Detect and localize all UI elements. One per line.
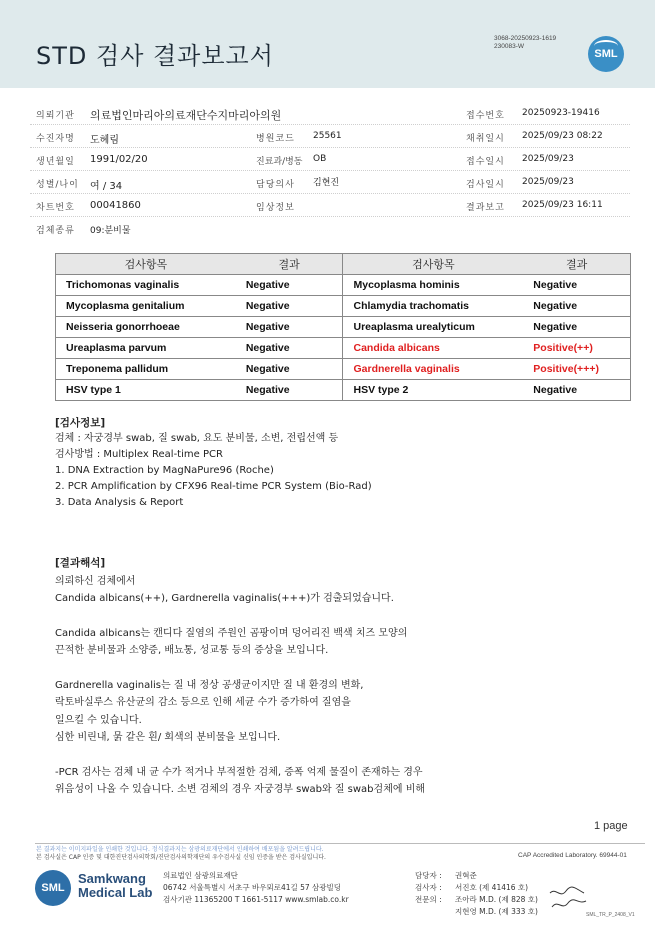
test-result: Negative xyxy=(236,359,343,380)
staff-info xyxy=(415,870,538,918)
footer-sml-logo: SML xyxy=(35,870,71,906)
staff-name: 서진호 (제 41416 호) xyxy=(455,883,529,892)
test-result: Positive(+++) xyxy=(523,359,630,380)
info-row xyxy=(30,102,630,125)
dept-label: 진료과/병동 xyxy=(256,157,303,167)
clinical-label: 임상정보 xyxy=(256,203,295,213)
test-result: Negative xyxy=(236,317,343,338)
sex-age-label: 성별/나이 xyxy=(36,180,79,190)
staff-role: 검사자 : xyxy=(415,883,442,892)
test-result: Negative xyxy=(523,296,630,317)
chart-no-label: 차트번호 xyxy=(36,203,75,213)
test-name: HSV type 1 xyxy=(56,380,236,401)
interpretation-line: 락토바실루스 유산균의 감소 등으로 인해 세균 수가 증가하여 질염을 xyxy=(55,697,351,708)
test-name: Ureaplasma parvum xyxy=(56,338,236,359)
org-info xyxy=(163,870,349,906)
staff-name: 권혁준 xyxy=(455,871,477,880)
test-result: Negative xyxy=(236,275,343,296)
result-row xyxy=(56,296,631,317)
sex-age-value: 여 / 34 xyxy=(90,181,123,192)
header-test-item: 검사항목 xyxy=(56,254,236,275)
received-label: 접수일시 xyxy=(466,157,505,167)
report-title: STD 검사 결과보고서 xyxy=(36,42,274,70)
interpretation-line: 의뢰하신 검체에서 xyxy=(55,575,136,587)
staff-role: 담당자 : xyxy=(415,871,442,880)
test-info-line: 검체 : 자궁경부 swab, 질 swab, 요도 분비물, 소변, 전립선액 등 xyxy=(55,433,339,444)
doctor-label: 담당의사 xyxy=(256,180,295,190)
sml-logo: SML xyxy=(588,36,624,72)
test-result: Negative xyxy=(523,275,630,296)
tested-value: 2025/09/23 xyxy=(522,177,574,187)
footer-brand xyxy=(78,872,152,900)
test-info-line: 2. PCR Amplification by CFX96 Real-time PCR System (Bio-Rad) xyxy=(55,481,372,492)
report-header xyxy=(0,0,655,88)
info-row xyxy=(30,171,630,194)
hospital-code-value: 25561 xyxy=(313,131,342,141)
institution-value: 의료법인마리아의료재단수지마리아의원 xyxy=(90,109,282,122)
tested-label: 검사일시 xyxy=(466,180,505,190)
test-result: Positive(++) xyxy=(523,338,630,359)
test-result: Negative xyxy=(523,380,630,401)
staff-row xyxy=(415,906,538,918)
org-name: 의료법인 삼광의료재단 xyxy=(163,871,238,880)
collected-value: 2025/09/23 08:22 xyxy=(522,131,603,141)
staff-name: 조아라 M.D. (제 828 호) xyxy=(455,895,538,904)
test-name: Mycoplasma hominis xyxy=(343,275,523,296)
footer-image-note: 본 결과지는 이미지파일을 인쇄한 것입니다. 정식결과지는 삼광의료재단에서 인쇄하여 배포됨을 알려드립니다. xyxy=(36,846,324,853)
test-name: Chlamydia trachomatis xyxy=(343,296,523,317)
info-row xyxy=(30,125,630,148)
header-result: 결과 xyxy=(236,254,343,275)
interpretation-line: 심한 비린내, 묽 같은 흰/ 회색의 분비물을 보입니다. xyxy=(55,732,281,743)
test-result: Negative xyxy=(236,296,343,317)
staff-row xyxy=(415,870,538,882)
test-name: Candida albicans xyxy=(343,338,523,359)
interpretation-line: Candida albicans는 캔디다 질염의 주원인 곰팡이며 덩어리진 백색 치즈 모양의 xyxy=(55,627,408,639)
interpretation-heading: [결과해석] xyxy=(55,557,106,569)
received-value: 2025/09/23 xyxy=(522,154,574,164)
test-info-line: 1. DNA Extraction by MagNaPure96 (Roche) xyxy=(55,465,274,476)
interpretation-section xyxy=(55,555,615,799)
staff-row xyxy=(415,882,538,894)
info-row xyxy=(30,217,630,240)
institution-label: 의뢰기관 xyxy=(36,111,75,121)
interpretation-line: 위음성이 나올 수 있습니다. 소변 검체의 경우 자궁경부 swab와 질 swab검체에 비해 xyxy=(55,784,426,795)
document-id-line1: 3068-20250923-1619 xyxy=(494,35,557,42)
test-name: HSV type 2 xyxy=(343,380,523,401)
test-name: Mycoplasma genitalium xyxy=(56,296,236,317)
form-code: SML_TR_P_2408_V1 xyxy=(586,912,635,918)
doctor-value: 김현진 xyxy=(313,178,340,188)
test-info-line: 3. Data Analysis & Report xyxy=(55,497,184,508)
results-header-row xyxy=(56,254,631,275)
dept-value: OB xyxy=(313,154,327,164)
test-name: Neisseria gonorrhoeae xyxy=(56,317,236,338)
specimen-value: 09:분비물 xyxy=(90,226,131,236)
test-result: Negative xyxy=(236,380,343,401)
document-id xyxy=(494,35,556,51)
reported-value: 2025/09/23 16:11 xyxy=(522,200,603,210)
test-result: Negative xyxy=(236,338,343,359)
interpretation-line: -PCR 검사는 검체 내 균 수가 적거나 부적절한 검체, 증폭 억제 물질이 존재하는 경우 xyxy=(55,766,423,778)
info-row xyxy=(30,194,630,217)
staff-role: 전문의 : xyxy=(415,895,442,904)
interpretation-line: Candida albicans(++), Gardnerella vaginalis(+++)가 검출되었습니다. xyxy=(55,593,394,604)
hospital-code-label: 병원코드 xyxy=(256,134,295,144)
test-result: Negative xyxy=(523,317,630,338)
header-result: 결과 xyxy=(523,254,630,275)
info-row xyxy=(30,148,630,171)
result-row xyxy=(56,359,631,380)
receipt-no-value: 20250923-19416 xyxy=(522,108,600,118)
results-table xyxy=(55,253,631,401)
document-id-line2: 230083-W xyxy=(494,43,524,50)
page-number: 1 page xyxy=(594,820,628,832)
result-row xyxy=(56,317,631,338)
interpretation-line: 일으킬 수 있습니다. xyxy=(55,714,142,726)
staff-row xyxy=(415,894,538,906)
test-name: Gardnerella vaginalis xyxy=(343,359,523,380)
brand-line1: Samkwang xyxy=(78,871,146,886)
footer-accreditation-note: 본 검사실은 CAP 인증 및 대한진단검사의학회/진단검사의학재단의 우수검사실 신임 인증을 받은 검사실입니다. xyxy=(36,854,326,861)
brand-line2: Medical Lab xyxy=(78,885,153,900)
handwritten-signature xyxy=(548,885,588,913)
dob-value: 1991/02/20 xyxy=(90,154,148,165)
interpretation-line: Gardnerella vaginalis는 질 내 정상 공생균이지만 질 내 환경의 변화, xyxy=(55,679,364,691)
collected-label: 채취일시 xyxy=(466,134,505,144)
test-name: Treponema pallidum xyxy=(56,359,236,380)
specimen-label: 검체종류 xyxy=(36,226,75,236)
test-info-section xyxy=(55,415,615,511)
test-name: Ureaplasma urealyticum xyxy=(343,317,523,338)
dob-label: 생년월일 xyxy=(36,157,75,167)
examinee-label: 수진자명 xyxy=(36,134,75,144)
test-info-heading: [검사정보] xyxy=(55,417,106,429)
staff-name: 지현영 M.D. (제 333 호) xyxy=(455,907,538,916)
test-info-line: 검사방법 : Multiplex Real-time PCR xyxy=(55,449,223,460)
patient-info-grid xyxy=(30,102,630,240)
reported-label: 결과보고 xyxy=(466,203,505,213)
header-test-item: 검사항목 xyxy=(343,254,523,275)
test-name: Trichomonas vaginalis xyxy=(56,275,236,296)
chart-no-value: 00041860 xyxy=(90,200,141,211)
org-contact: 검사기관 11365200 T 1661-5117 www.smlab.co.kr xyxy=(163,895,349,904)
result-row xyxy=(56,338,631,359)
receipt-no-label: 접수번호 xyxy=(466,111,505,121)
result-row xyxy=(56,275,631,296)
cap-accreditation: CAP Accredited Laboratory. 69944-01 xyxy=(518,852,627,859)
interpretation-line: 끈적한 분비물과 소양증, 배뇨통, 성교통 등의 증상을 보입니다. xyxy=(55,645,329,656)
org-address: 06742 서울특별시 서초구 바우뫼로41길 57 삼광빌딩 xyxy=(163,883,342,892)
result-row xyxy=(56,380,631,401)
examinee-value: 도혜림 xyxy=(90,135,119,146)
